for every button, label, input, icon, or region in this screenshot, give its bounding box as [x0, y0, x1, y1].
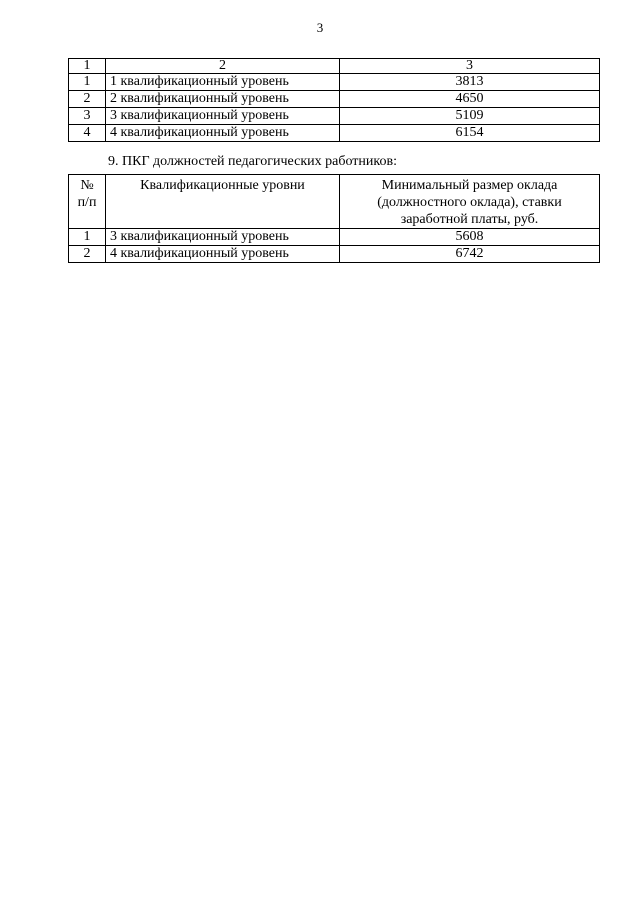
qualification-level: 4 квалификационный уровень	[106, 125, 340, 142]
salary-value: 6154	[340, 125, 600, 142]
row-number: 2	[69, 91, 106, 108]
salary-value: 3813	[340, 74, 600, 91]
table-row	[69, 125, 600, 142]
salary-table-continued	[68, 58, 600, 142]
row-number: 2	[69, 246, 106, 263]
table-header-row	[69, 175, 600, 229]
qualification-level: 2 квалификационный уровень	[106, 91, 340, 108]
column-number-1: 1	[69, 59, 106, 74]
header-salary-line3: заработной платы, руб.	[400, 212, 539, 227]
column-number-2: 2	[106, 59, 340, 74]
qualification-level: 3 квалификационный уровень	[106, 108, 340, 125]
qualification-level: 3 квалификационный уровень	[106, 229, 340, 246]
table-row	[69, 108, 600, 125]
table-row	[69, 246, 600, 263]
column-number-3: 3	[340, 59, 600, 74]
table-row	[69, 74, 600, 91]
table-row	[69, 91, 600, 108]
qualification-level: 4 квалификационный уровень	[106, 246, 340, 263]
header-salary-line2: (должностного оклада), ставки	[377, 195, 562, 210]
row-number: 3	[69, 108, 106, 125]
salary-value: 5109	[340, 108, 600, 125]
page-number: 3	[316, 20, 324, 35]
row-number: 4	[69, 125, 106, 142]
section-heading: 9. ПКГ должностей педагогических работников:	[108, 154, 397, 169]
pedagogical-salary-table	[68, 174, 600, 263]
header-number	[69, 175, 106, 229]
qualification-level: 1 квалификационный уровень	[106, 74, 340, 91]
header-number-line1: №	[80, 178, 94, 193]
header-qualification-levels: Квалификационные уровни	[106, 175, 340, 229]
header-salary-line1: Минимальный размер оклада	[381, 178, 558, 193]
table-row	[69, 229, 600, 246]
salary-value: 6742	[340, 246, 600, 263]
salary-value: 4650	[340, 91, 600, 108]
row-number: 1	[69, 74, 106, 91]
header-number-line2: п/п	[77, 195, 97, 210]
salary-value: 5608	[340, 229, 600, 246]
row-number: 1	[69, 229, 106, 246]
header-minimum-salary	[340, 175, 600, 229]
table-header-row	[69, 59, 600, 74]
